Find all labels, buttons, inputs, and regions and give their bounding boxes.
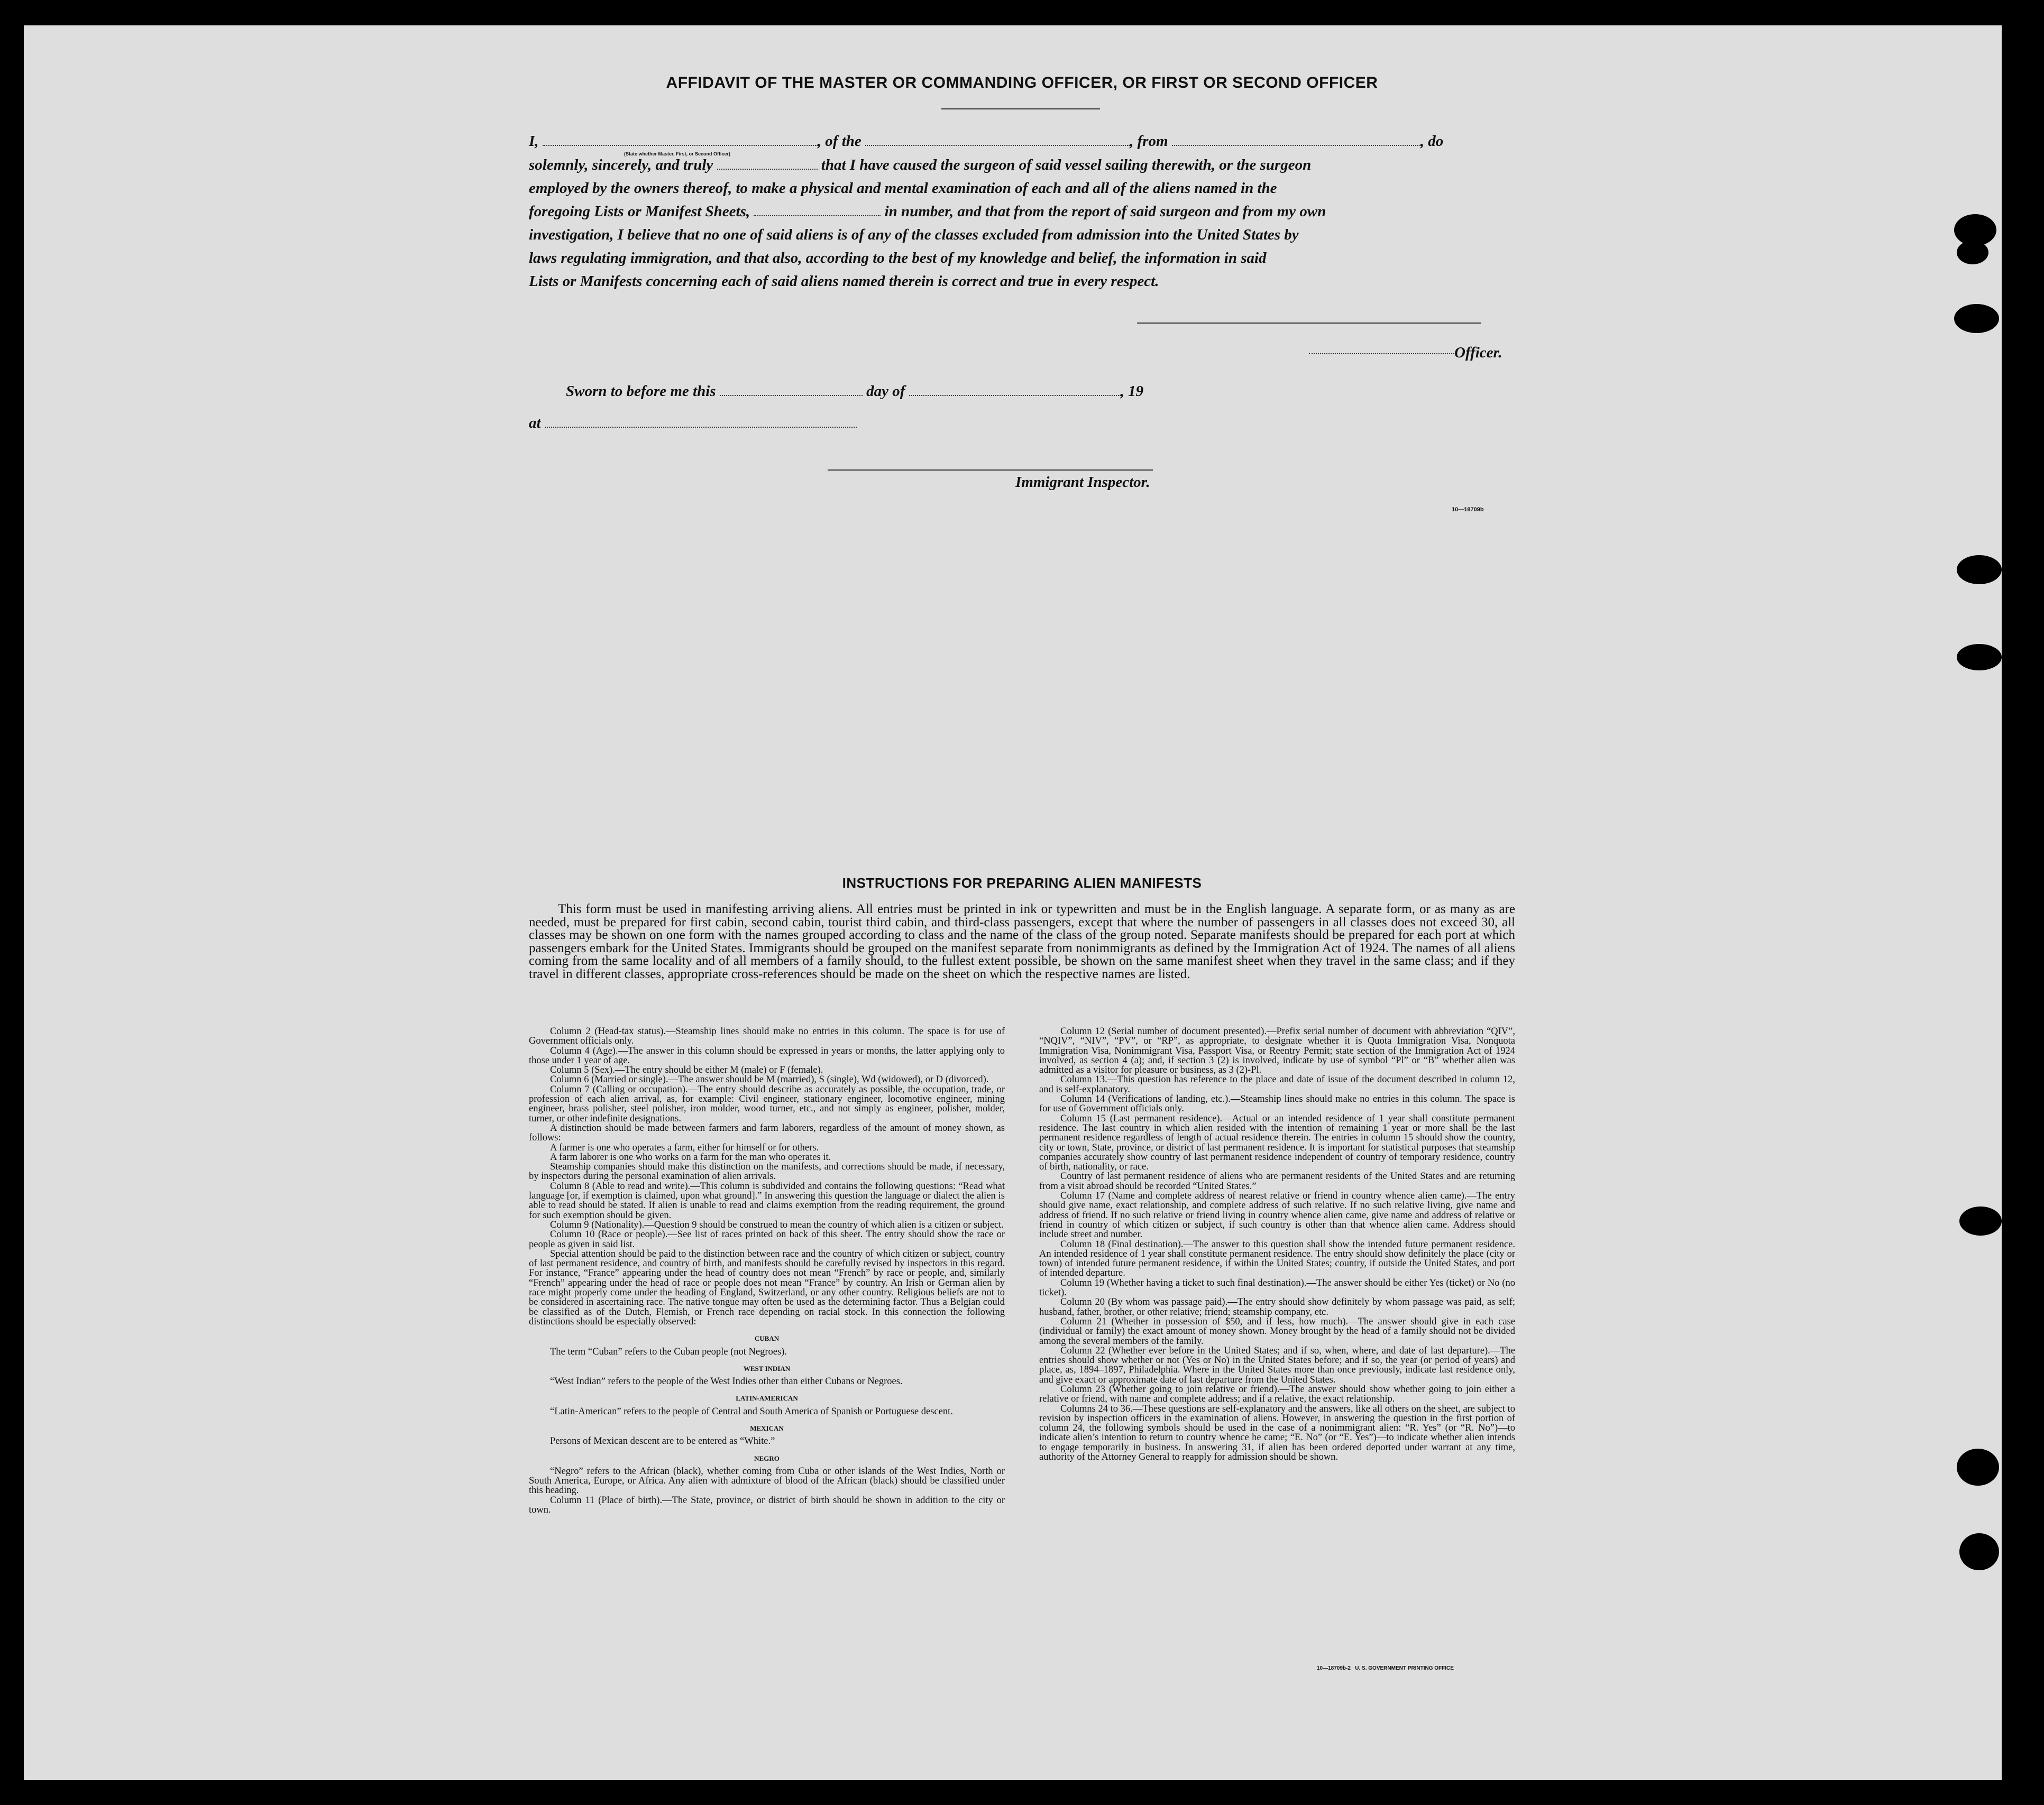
paragraph: Column 10 (Race or people).—See list of races printed on back of this sheet. The entry should show the race or people as given in said list. [529,1229,1005,1250]
punch-hole [1957,644,2002,670]
at-line [529,411,857,435]
paragraph: Columns 24 to 36.—These questions are self-explanatory and the answers, like all others on the sheet, are subject to revision by inspection officers in the examination of aliens. However, in answering the question in the first portion of column 24, the following symbols should be used in the case of a nonimmigrant alien: “R. Yes” (or “R. No”)—to indicate alien’s intention to return to country whence he came; “E. No” (or “E. Yes”)—to indicate whether alien intends to engage temporarily in business. In answering 31, if alien has been ordered deported under warrant at any time, authority of the Attorney General to reapply for admission should be shown. [1039,1403,1515,1463]
paragraph: Column 11 (Place of birth).—The State, province, or district of birth should be shown in addition to the city or town. [529,1495,1005,1516]
signature-line [1137,323,1481,324]
text-of-the: , of the [817,133,861,150]
instructions-title: INSTRUCTIONS FOR PREPARING ALIEN MANIFESTS [842,875,1202,891]
punch-hole [1957,1449,1999,1486]
paragraph: Column 13.—This question has reference to the place and date of issue of the document described in column 12, and is self-explanatory. [1039,1074,1515,1095]
port-from-blank [1172,131,1420,146]
officer-note: (State whether Master, First, or Second Officer) [624,151,731,156]
affidavit-line-6: laws regulating immigration, and that also, according to the best of my knowledge and belief, the information in said [529,250,1267,266]
paragraph: “Latin-American” refers to the people of Central and South America of Spanish or Portuguese descent. [550,1406,953,1417]
instructions-intro [529,903,1515,981]
punch-hole [1957,555,2002,584]
paragraph: Column 7 (Calling or occupation).—The entry should describe as accurately as possible, the occupation, trade, or profession of each alien arrival, as, for example: Civil engineer, stationary engineer, locomotive engineer, mining engineer, brass polisher, steel polisher, iron molder, wood turner, etc., and not simply as engineer, polisher, molder, turner, or other indefinite designations. [529,1084,1005,1124]
paragraph: Column 9 (Nationality).—Question 9 should be construed to mean the country of which alien is a citizen or subject. [550,1219,1004,1230]
paragraph: Steamship companies should make this distinction on the manifests, and corrections should be made, if necessary, by inspectors during the personal examination of alien arrivals. [529,1162,1005,1182]
officer-name-blank [543,131,818,146]
paragraph: Column 6 (Married or single).—The answer should be M (married), S (single), Wd (widowed), or D (divorced). [550,1074,989,1085]
line2-a: solemnly, sincerely, and truly [529,156,713,173]
affidavit-line-3: employed by the owners thereof, to make a physical and mental examination of each and all of the aliens named in the [529,180,1277,197]
paragraph: The term “Cuban” refers to the Cuban people (not Negroes). [550,1346,787,1357]
paragraph: Persons of Mexican descent are to be entered as “White.” [550,1436,775,1447]
paragraph: Column 23 (Whether going to join relative or friend).—The answer should show whether going to join either a relative or friend, with name and complete address; and if a relative, the exact relationship. [1039,1384,1515,1405]
subheading-west-indian: WEST INDIAN [743,1364,791,1373]
sworn-year: , 19 [1120,383,1144,400]
paragraph: Column 20 (By whom was passage paid).—The entry should show definitely by whom passage was paid, as self; husband, father, brother, or other relative; friend; steamship company, etc. [1039,1297,1515,1318]
paragraph: Column 18 (Final destination).—The answer to this question shall show the intended future permanent residence. An intended residence of 1 year shall constitute permanent residence. The entry should show definitely the place (city or town) of intended future permanent residence, if within the United States; country, if outside the United States, and port of intended departure. [1039,1239,1515,1279]
affidavit-line-7: Lists or Manifests concerning each of said aliens named therein is correct and true in every respect. [529,273,1159,290]
subheading-latin-american: LATIN-AMERICAN [736,1394,798,1403]
sworn-a: Sworn to before me this [566,383,716,400]
paragraph: Column 17 (Name and complete address of nearest relative or friend in country whence alien came).—The entry should give name, exact relationship, and complete address of such relative. If no such relative living, give name and address of friend. If no such relative or friend living in country whence alien came, give name and address of relative or friend in country of which citizen or subject, if such country is other than that whence alien came. Address should include street and number. [1039,1191,1515,1240]
paragraph: Column 2 (Head-tax status).—Steamship lines should make no entries in this column. The space is for use of Government officials only. [529,1026,1005,1047]
inspector-label: Immigrant Inspector. [1015,474,1150,491]
line4-a: foregoing Lists or Manifest Sheets, [529,203,750,220]
paragraph: A farm laborer is one who works on a farm for the man who operates it. [550,1152,831,1163]
at-place-blank [545,413,857,428]
sworn-month-blank [909,381,1121,396]
paragraph: Column 15 (Last permanent residence).—Actual or an intended residence of 1 year shall constitute permanent residence. The last country in which alien resided with the intention of remaining 1 year or more shall be the last permanent residence regardless of length of actual residence therein. The entries in column 15 should show the country, city or town, State, province, or district of last permanent residence. It is important for statistical purposes that steamship companies accurately show country of last permanent residence independent of country of temporary residence, country of birth, nationality, or race. [1039,1113,1515,1173]
at-label: at [529,415,541,431]
intro-text: This form must be used in manifesting arriving aliens. All entries must be printed in ink or typewritten and must be in the English language. A separate form, or as many as are needed, must be prepared for first cabin, second cabin, tourist third cabin, and third-class passengers, except that where the number of passengers in all classes does not exceed 30, all classes may be shown on one form with the names grouped according to class and the name of the class of the group noted. Separate manifests should be prepared for each port at which passengers embark for the United States. Immigrants should be grouped on the manifest separate from nonimmigrants as defined by the Immigration Act of 1924. The names of all aliens coming from the same locality and of all members of a family should, to the fullest extent possible, be shown on the same manifest sheet when they travel in the same class; and if they travel in different classes, appropriate cross-references should be made on the sheet on which the respective names are listed. [529,902,1515,981]
right-column [1039,1027,1515,1462]
paragraph: “Negro” refers to the African (black), whether coming from Cuba or other islands of the West Indies, North or South America, Europe, or Africa. Any alien with admixture of blood of the African (black) should be classified under this heading. [529,1466,1005,1496]
officer-line [1309,353,1454,354]
paragraph: Column 14 (Verifications of landing, etc.).—Steamship lines should make no entries in this column. The space is for use of Government officials only. [1039,1094,1515,1115]
officer-label: Officer. [1454,344,1502,361]
form-number: 10—18709b [1452,506,1484,513]
oath-blank [717,155,818,170]
text-do: , do [1420,133,1444,150]
subheading-negro: NEGRO [754,1454,780,1462]
sworn-b: day of [866,383,905,400]
line4-b: in number, and that from the report of said surgeon and from my own [884,203,1326,220]
paragraph: Column 19 (Whether having a ticket to such final destination).—The answer should be either Yes (ticket) or No (no ticket). [1039,1277,1515,1299]
affidavit-line-1 [529,130,1513,153]
subheading-cuban: CUBAN [754,1334,780,1343]
vessel-name-blank [865,131,1130,146]
paragraph: A distinction should be made between farmers and farm laborers, regardless of the amount of money shown, as follows: [529,1122,1005,1144]
sworn-line [566,380,1143,403]
paragraph: Special attention should be paid to the distinction between race and the country of which citizen or subject, country of last permanent residence, and country of birth, and manifests should be carefully revised by inspectors in this regard. For instance, “France” appearing under the head of country does not mean “French” by race or people, and, similarly “French” appearing under the head of race or people does not mean “France” by country. An Irish or German alien by race might properly come under the heading of England, Switzerland, or any other country. Religious beliefs are not to be considered in ascertaining race. The native tongue may often be used as the determining factor. Thus a Belgian could be classified as of the Dutch, Flemish, or French race depending on racial stock. In this connection the following distinctions should be especially observed: [529,1248,1005,1327]
paragraph: Column 5 (Sex).—The entry should be either M (male) or F (female). [550,1065,823,1076]
sheets-count-blank [754,201,881,216]
subheading-mexican: MEXICAN [750,1424,784,1432]
text-i: I, [529,133,539,150]
punch-hole [1954,304,1999,333]
affidavit-title: AFFIDAVIT OF THE MASTER OR COMMANDING OFFICER, OR FIRST OR SECOND OFFICER [666,74,1378,91]
left-column [529,1027,1005,1515]
paragraph: A farmer is one who operates a farm, either for himself or for others. [550,1142,819,1153]
paragraph: Column 21 (Whether in possession of $50, and if less, how much).—The answer should give in each case (individual or family) the exact amount of money shown. Money brought by the head of a family should not be divided among the several members of the family. [1039,1316,1515,1347]
affidavit-line-2 [529,153,1513,177]
paragraph: Country of last permanent residence of aliens who are permanent residents of the United States and are returning from a visit abroad should be recorded “United States.” [1039,1171,1515,1192]
title-rule [941,108,1100,109]
punch-hole [1959,1533,1999,1570]
paragraph: Column 8 (Able to read and write).—This column is subdivided and contains the following questions: “Read what language [or, if exemption is claimed, upon what ground].” In answering this question the language or dialect the alien is able to read should be stated. If alien is unable to read and claims exemption from the reading requirement, the ground for such exemption should be given. [529,1181,1005,1221]
paragraph: “West Indian” refers to the people of the West Indies other than either Cubans or Negroes. [550,1376,903,1387]
affidavit-line-5: investigation, I believe that no one of said aliens is of any of the classes excluded from admission into the United States by [529,226,1299,243]
printing-office-footer: 10—18709b-2 U. S. GOVERNMENT PRINTING OFFICE [1317,1665,1454,1671]
sworn-day-blank [720,381,863,396]
punch-hole [1957,241,1988,264]
paragraph: Column 12 (Serial number of document presented).—Prefix serial number of document with abbreviation “QIV”, “NQIV”, “NIV”, “PV”, or “RP”, as appropriate, to designate whether it is Quota Immigration Visa, Nonquota Immigration Visa, Nonimmigrant Visa, Passport Visa, or Reentry Permit; state section of the Immigration Act of 1924 involved, as section 4 (a); and, if section 3 (2) is involved, indicate by use of symbol “Pl” or “B” whether alien was admitted as a visitor for pleasure or business, as 3 (2)-Pl. [1039,1026,1515,1076]
paragraph: Column 22 (Whether ever before in the United States; and if so, when, where, and date of last departure).—The entries should show whether or not (Yes or No) in the United States before; and if so, the year (or period of years) and place, as, 1894–1897, Philadelphia. Where in the United States more than once previously, indicate last residence only, and give exact or approximate date of last departure from the United States. [1039,1345,1515,1385]
line2-b: that I have caused the surgeon of said vessel sailing therewith, or the surgeon [821,156,1312,173]
punch-hole [1959,1207,2002,1236]
paragraph: Column 4 (Age).—The answer in this column should be expressed in years or months, the latter applying only to those under 1 year of age. [529,1045,1005,1066]
text-from: , from [1130,133,1168,150]
affidavit-line-4 [529,200,1326,224]
